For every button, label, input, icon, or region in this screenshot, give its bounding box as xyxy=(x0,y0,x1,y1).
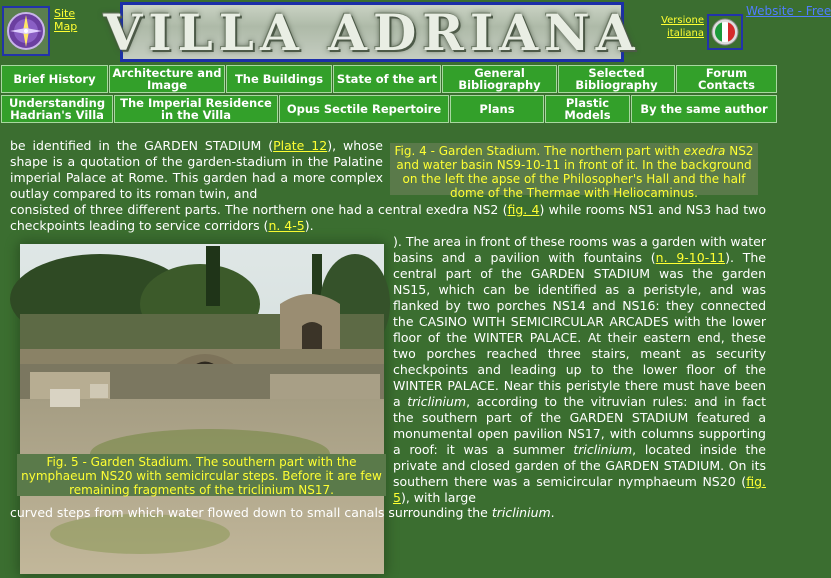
paragraph-2-intro: consisted of three different parts. The northern one had a central exedra NS2 (fig. 4) while rooms NS1 and NS3 had two checkpoints leading to service corridors (n. 4-5). xyxy=(10,202,766,233)
external-website-link[interactable]: Website - Free xyxy=(746,4,831,18)
nav-architecture-and-image[interactable]: Architecture and Image xyxy=(109,65,225,93)
garden-stadium-image xyxy=(20,244,384,574)
text: . xyxy=(550,505,555,520)
nav-row-2 xyxy=(0,95,777,124)
header xyxy=(0,0,831,66)
nav-brief-history[interactable]: Brief History xyxy=(1,65,108,93)
paragraph-3 xyxy=(10,505,770,521)
fig-4-caption xyxy=(390,143,758,200)
text: triclinium xyxy=(407,394,467,409)
main-navigation xyxy=(0,65,777,123)
nav-opus-sectile-repertoire[interactable]: Opus Sectile Repertoire xyxy=(279,95,449,123)
n-4-5-link[interactable]: n. 4-5 xyxy=(268,218,305,233)
site-map-link[interactable]: Site Map xyxy=(54,7,78,33)
text: Fig. 4 - Garden Stadium. The northern part with xyxy=(394,144,684,158)
text: be identified in the GARDEN STADIUM ( xyxy=(10,138,274,153)
text: consisted of three different parts. The northern one had a central exedra NS2 ( xyxy=(10,202,508,217)
nav-imperial-residence[interactable]: The Imperial Residence in the Villa xyxy=(114,95,278,123)
italian-version-button[interactable] xyxy=(707,14,743,50)
nav-the-buildings[interactable]: The Buildings xyxy=(226,65,332,93)
fig-5-link[interactable]: fig. 5 xyxy=(393,474,766,505)
nav-general-bibliography[interactable]: General Bibliography xyxy=(442,65,557,93)
garden-stadium-photo xyxy=(20,244,384,574)
text: , according to the vitruvian rules: and in fact the southern part of the GARDEN STADIUM featured a monumental open pavilion NS17, with columns supporting a roof: it was a summer xyxy=(393,394,766,457)
fig-4-link[interactable]: fig. 4 xyxy=(507,202,540,217)
nav-row-1 xyxy=(0,65,777,94)
text: , located inside the private and closed garden of the GARDEN STADIUM. On its southern there was a semicircular nymphaeum NS20 ( xyxy=(393,442,766,489)
villa-adriana-banner xyxy=(103,2,641,62)
n-9-10-11-link[interactable]: n. 9-10-11 xyxy=(655,250,726,265)
nav-forum-contacts[interactable]: Forum Contacts xyxy=(676,65,777,93)
text: ), with large xyxy=(400,490,476,505)
text: triclinium xyxy=(573,442,633,457)
main-content xyxy=(0,124,777,526)
compass-home-button[interactable] xyxy=(2,6,50,56)
text: ), whose shape is a quotation of the garden-stadium in the Palatine imperial Palace at Rome. This garden had a more complex outlay compared to its roman twin, and xyxy=(10,138,383,201)
text: ). The area in front of these rooms was a garden with water basins and a pavilion with fountains ( xyxy=(393,234,766,265)
text: ) while rooms NS1 and NS3 had two checkpoints leading to service corridors ( xyxy=(10,202,766,233)
nav-by-the-same-author[interactable]: By the same author xyxy=(631,95,777,123)
italian-version-link[interactable]: Versione italiana xyxy=(661,15,704,39)
italian-flag-icon xyxy=(711,18,739,46)
text: triclinium xyxy=(491,505,551,520)
paragraph-2-body xyxy=(393,234,766,506)
banner-title: VILLA ADRIANA xyxy=(103,2,641,62)
nav-plans[interactable]: Plans xyxy=(450,95,544,123)
nav-selected-bibliography[interactable]: Selected Bibliography xyxy=(558,65,675,93)
text: ). The central part of the GARDEN STADIUM was the garden NS15, which can be identified as a peristyle, and was flanked by two porches NS14 and NS16: they connected the CASINO WITH SEMICIRCULAR ARCADES with the lower floor of the WINTER PALACE. At their eastern end, these two porches reached three stairs, meant as security checkpoints and leading up to the lower floor of the WINTER PALACE. Near this peristyle there must have been a xyxy=(393,250,766,409)
nav-plastic-models[interactable]: Plastic Models xyxy=(545,95,630,123)
nav-understanding-hadrians-villa[interactable]: Understanding Hadrian's Villa xyxy=(1,95,113,123)
paragraph-1 xyxy=(10,138,383,202)
text: NS2 and water basin NS9-10-11 in front of it. In the background on the left the apse of the Philosopher's Hall and the half dome of the Thermae with Heliocaminus. xyxy=(396,144,754,200)
text: exedra xyxy=(683,144,726,158)
plate-12-link[interactable]: Plate 12 xyxy=(273,138,328,153)
nav-state-of-the-art[interactable]: State of the art xyxy=(333,65,441,93)
fig-5-caption: Fig. 5 - Garden Stadium. The southern part with the nymphaeum NS20 with semicircular steps. Before it are few remaining fragments of the triclinium NS17. xyxy=(17,454,386,496)
compass-icon xyxy=(6,11,46,51)
text: curved steps from which water flowed down to small canals surrounding the xyxy=(10,505,492,520)
